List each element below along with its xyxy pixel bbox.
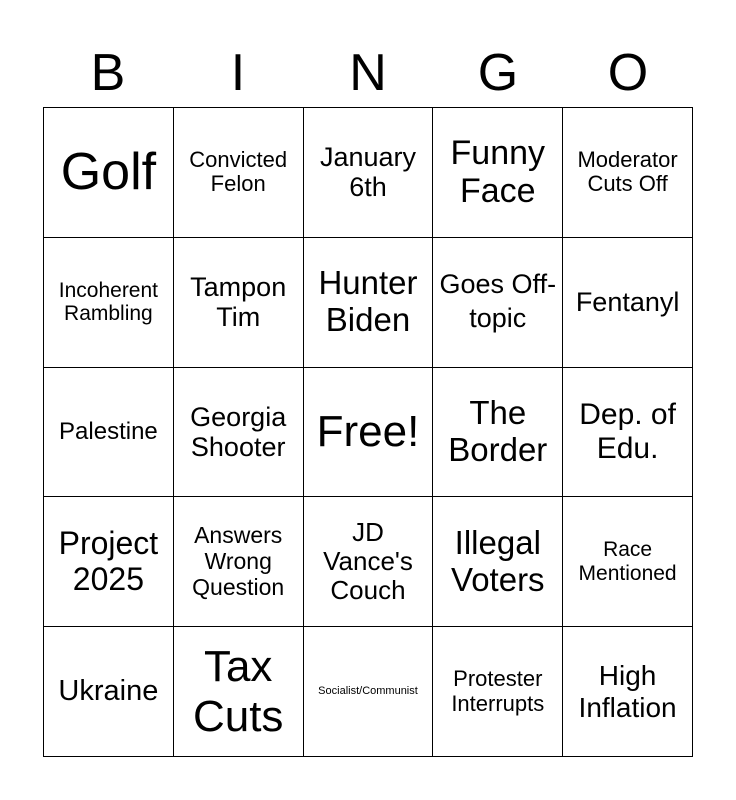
cell-text: Tampon Tim bbox=[190, 271, 287, 333]
bingo-cell[interactable] bbox=[44, 497, 174, 627]
bingo-cell[interactable] bbox=[304, 238, 434, 368]
cell-text: Golf bbox=[60, 143, 157, 202]
bingo-cell[interactable] bbox=[44, 627, 174, 757]
cell-text: Free! bbox=[316, 407, 420, 457]
header-letter-n: N bbox=[349, 44, 387, 102]
bingo-cell[interactable] bbox=[433, 627, 563, 757]
bingo-cell[interactable] bbox=[174, 627, 304, 757]
bingo-cell[interactable] bbox=[44, 108, 174, 238]
cell-text: Fentanyl bbox=[575, 287, 680, 318]
bingo-cell[interactable] bbox=[563, 368, 693, 498]
cell-text: January 6th bbox=[319, 142, 417, 203]
bingo-cell[interactable] bbox=[433, 368, 563, 498]
cell-text: Convicted Felon bbox=[189, 146, 288, 197]
cell-text: The Border bbox=[448, 394, 548, 468]
bingo-cell[interactable] bbox=[433, 238, 563, 368]
bingo-cell[interactable] bbox=[174, 108, 304, 238]
cell-text: Illegal Voters bbox=[451, 523, 545, 598]
cell-text: Race Mentioned bbox=[578, 538, 677, 585]
bingo-header bbox=[43, 38, 693, 108]
cell-text: Project 2025 bbox=[58, 524, 159, 597]
cell-text: High Inflation bbox=[578, 660, 677, 723]
bingo-cell[interactable] bbox=[44, 238, 174, 368]
bingo-cell[interactable] bbox=[304, 497, 434, 627]
bingo-cell[interactable] bbox=[563, 497, 693, 627]
bingo-cell[interactable] bbox=[304, 627, 434, 757]
cell-text: Hunter Biden bbox=[318, 264, 418, 339]
bingo-cell[interactable] bbox=[44, 368, 174, 498]
bingo-cell[interactable] bbox=[563, 627, 693, 757]
cell-text: Answers Wrong Question bbox=[192, 522, 285, 600]
header-letter-b: B bbox=[90, 44, 126, 102]
bingo-cell[interactable] bbox=[174, 238, 304, 368]
header-letter-g: G bbox=[477, 44, 519, 102]
cell-text: Socialist/Communist bbox=[318, 685, 418, 698]
bingo-card-grid bbox=[43, 107, 693, 757]
bingo-cell[interactable] bbox=[174, 368, 304, 498]
header-letter-i: I bbox=[230, 44, 246, 102]
cell-text: Tax Cuts bbox=[192, 642, 284, 741]
bingo-cell[interactable] bbox=[304, 368, 434, 498]
cell-text: Incoherent Rambling bbox=[58, 278, 159, 326]
cell-text: Funny Face bbox=[450, 134, 546, 211]
bingo-cell[interactable] bbox=[563, 108, 693, 238]
bingo-cell[interactable] bbox=[433, 108, 563, 238]
cell-text: Dep. of Edu. bbox=[579, 398, 676, 465]
cell-text: JD Vance's Couch bbox=[323, 517, 413, 606]
cell-text: Protester Interrupts bbox=[451, 665, 545, 716]
bingo-cell[interactable] bbox=[174, 497, 304, 627]
cell-text: Georgia Shooter bbox=[190, 401, 287, 462]
cell-text: Palestine bbox=[59, 417, 158, 445]
header-letter-o: O bbox=[607, 44, 649, 102]
cell-text: Ukraine bbox=[58, 675, 159, 708]
bingo-cell[interactable] bbox=[433, 497, 563, 627]
cell-text: Moderator Cuts Off bbox=[577, 146, 678, 197]
cell-text: Goes Off-topic bbox=[439, 269, 557, 334]
bingo-cell[interactable] bbox=[304, 108, 434, 238]
bingo-cell[interactable] bbox=[563, 238, 693, 368]
